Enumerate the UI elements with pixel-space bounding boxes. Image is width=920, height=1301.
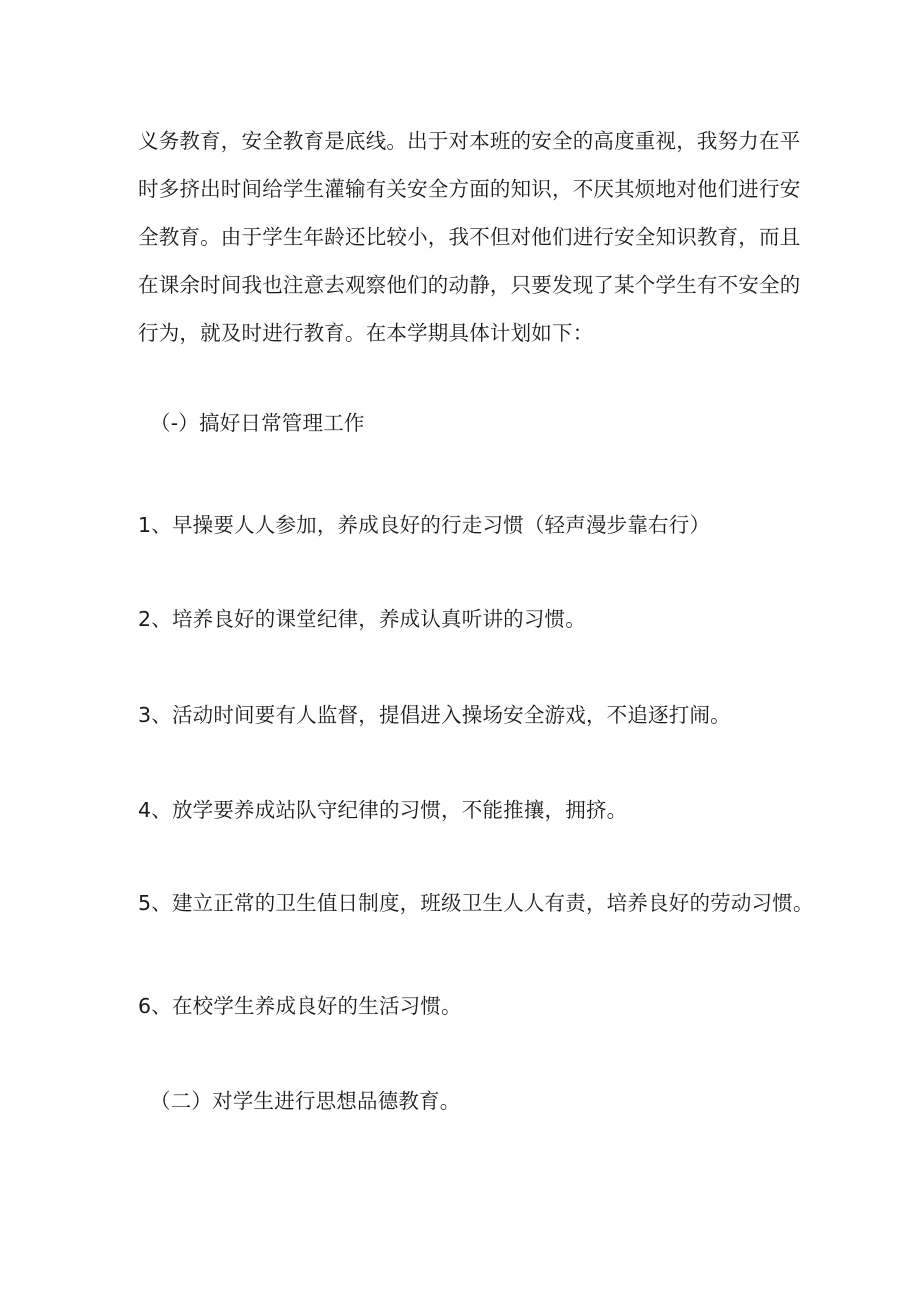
list-item: 3、活动时间要有人监督，提倡进入操场安全游戏，不追逐打闹。: [138, 703, 731, 727]
list-item: 5、建立正常的卫生值日制度，班级卫生人人有责，培养良好的劳动习惯。: [138, 891, 814, 915]
list-item: 4、放学要养成站队守纪律的习惯，不能推攘，拥挤。: [138, 798, 628, 822]
section-heading-moral-education: （二）对学生进行思想品德教育。: [150, 1089, 461, 1113]
list-item: 6、在校学生养成良好的生活习惯。: [138, 994, 462, 1018]
intro-line: 全教育。由于学生年龄还比较小，我不但对他们进行安全知识教育，而且: [138, 225, 801, 249]
list-item: 1、早操要人人参加，养成良好的行走习惯（轻声漫步靠右行）: [138, 513, 711, 537]
intro-line: 在课余时间我也注意去观察他们的动静，只要发现了某个学生有不安全的: [138, 273, 801, 297]
list-item: 2、培养良好的课堂纪律，养成认真听讲的习惯。: [138, 607, 586, 631]
intro-line: 义务教育，安全教育是底线。出于对本班的安全的高度重视，我努力在平: [138, 129, 801, 153]
intro-line: 行为，就及时进行教育。在本学期具体计划如下：: [138, 321, 594, 345]
section-heading-daily-management: （-）搞好日常管理工作: [150, 411, 365, 435]
intro-line: 时多挤出时间给学生灌输有关安全方面的知识，不厌其烦地对他们进行安: [138, 177, 801, 201]
intro-paragraph: [138, 117, 801, 357]
